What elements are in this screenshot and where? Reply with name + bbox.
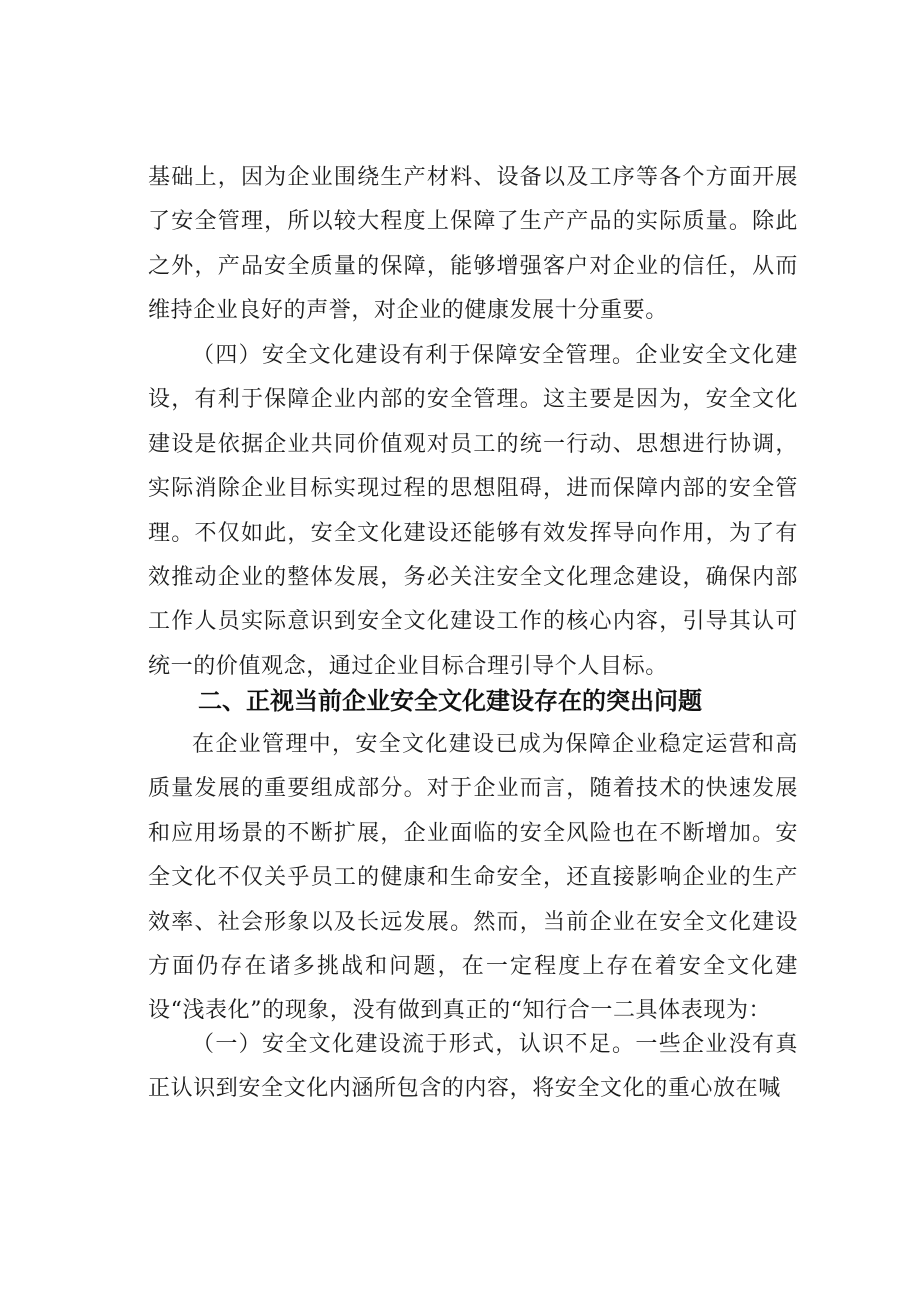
section-heading: 二、正视当前企业安全文化建设存在的突出问题 <box>198 687 702 715</box>
paragraph-problem-one: （一）安全文化建设流于形式，认识不足。一些企业没有真正认识到安全文化内涵所包含的内容，将安全文化的重心放在喊 <box>148 1032 798 1102</box>
paragraph-continuation: 基础上，因为企业围绕生产材料、设备以及工序等各个方面开展了安全管理，所以较大程度上保障了生产产品的实际质量。除此之外，产品安全质量的保障，能够增强客户对企业的信任，从而维持企业良好的声誉，对企业的健康发展十分重要。 <box>148 165 798 324</box>
paragraph-intro-problems: 在企业管理中，安全文化建设已成为保障企业稳定运营和高质量发展的重要组成部分。对于企业而言，随着技术的快速发展和应用场景的不断扩展，企业面临的安全风险也在不断增加。安全文化不仅关乎员工的健康和生命安全，还直接影响企业的生产效率、社会形象以及长远发展。然而，当前企业在安全文化建设方面仍存在诸多挑战和问题，在一定程度上存在着安全文化建设“浅表化”的现象，没有做到真正的“知行合一二具体表现为： <box>148 732 798 1024</box>
paragraph-section-four: （四）安全文化建设有利于保障安全管理。企业安全文化建设，有利于保障企业内部的安全管理。这主要是因为，安全文化建设是依据企业共同价值观对员工的统一行动、思想进行协调，实际消除企业目标实现过程的思想阻碍，进而保障内部的安全管理。不仅如此，安全文化建设还能够有效发挥导向作用，为了有效推动企业的整体发展，务必关注安全文化理念建设，确保内部工作人员实际意识到安全文化建设工作的核心内容，引导其认可统一的价值观念，通过企业目标合理引导个人目标。 <box>148 343 798 679</box>
